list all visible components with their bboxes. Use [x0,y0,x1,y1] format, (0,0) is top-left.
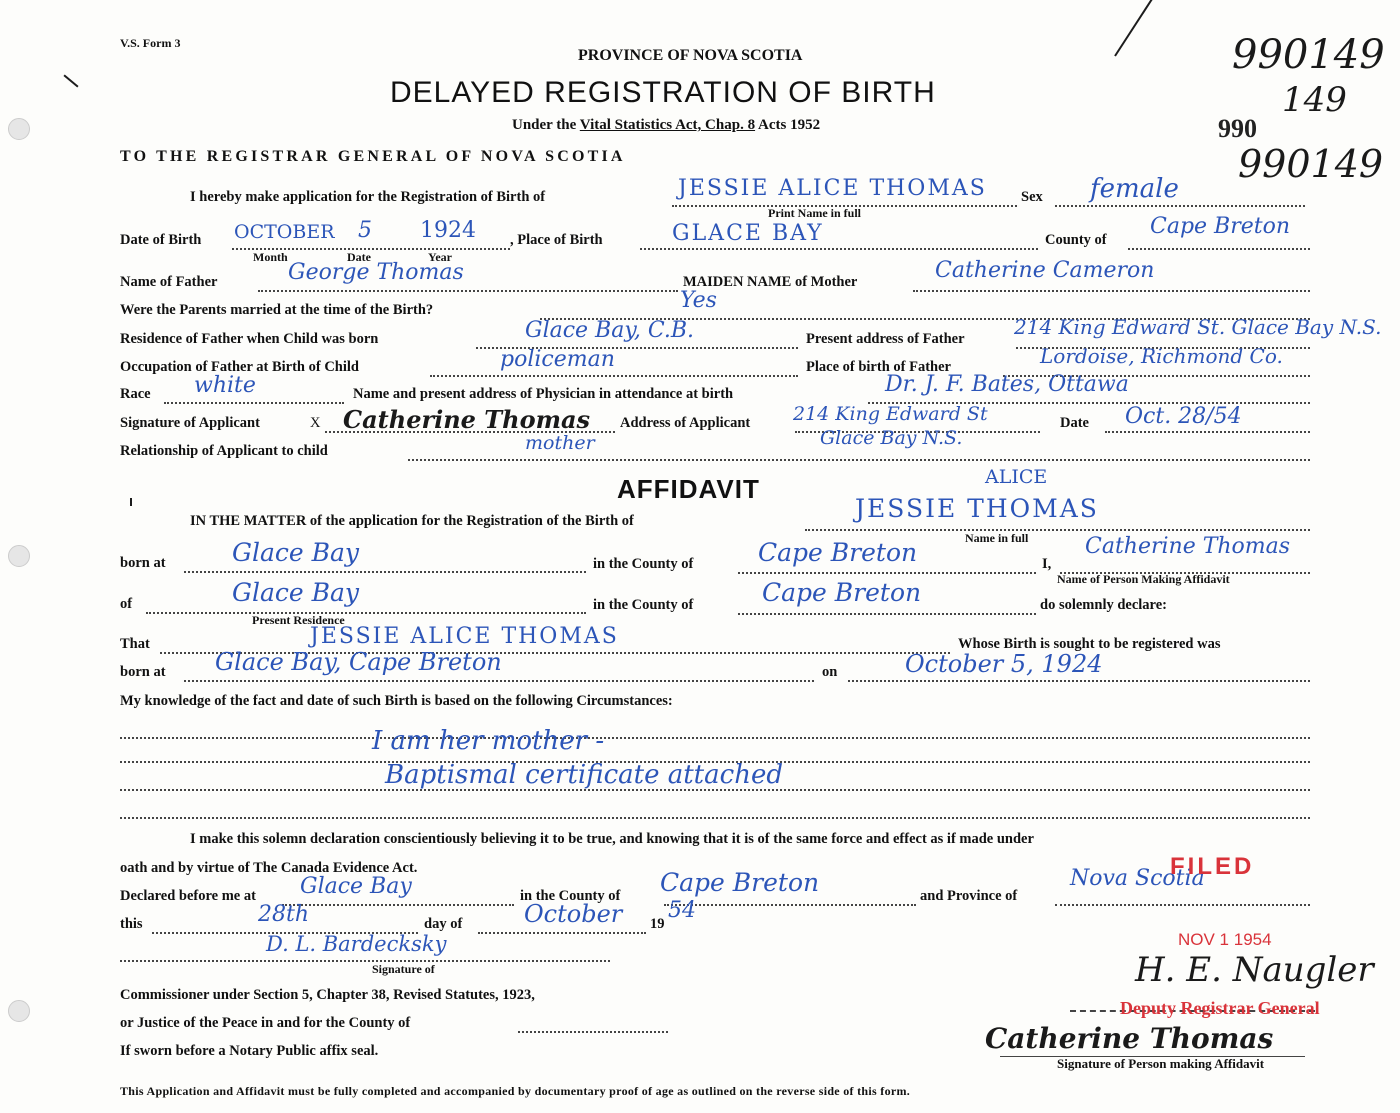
child-name-value: JESSIE ALICE THOMAS [678,176,987,201]
form-number: V.S. Form 3 [120,36,181,50]
race-value: white [194,373,256,398]
month-caption: Month [253,250,288,264]
dotted-line [848,680,1310,682]
occupation-label: Occupation of Father at Birth of Child [120,359,359,375]
pob-value: GLACE BAY [672,221,824,246]
dotted-line [640,248,1038,250]
dotted-line [146,612,586,614]
declare-label: do solemnly declare: [1040,597,1167,613]
born-at-2-value: Glace Bay, Cape Breton [215,648,502,676]
margin-mark [130,498,132,506]
punch-hole [8,118,30,140]
pob-label: , Place of Birth [510,232,603,248]
circumstance-line-2: Baptismal certificate attached [385,760,783,790]
registration-number: 990149 [1238,142,1384,186]
act-reference: Vital Statistics Act, Chap. 8 [579,117,756,133]
notary-line: If sworn before a Notary Public affix seal. [120,1043,379,1059]
relationship-value: mother [525,432,595,454]
dotted-line [164,402,344,404]
father-birthplace-label: Place of birth of Father [806,359,951,375]
born-at-2-label: born at [120,664,166,680]
application-date-value: Oct. 28/54 [1125,404,1242,429]
dotted-line [184,680,814,682]
born-at-value: Glace Bay [232,538,360,567]
of-value: Glace Bay [232,578,360,607]
born-at-label: born at [120,555,166,571]
occupation-value: policeman [500,347,615,372]
on-value: October 5, 1924 [905,650,1103,678]
dotted-line [258,290,678,292]
that-label: That [120,636,150,652]
justice-line: or Justice of the Peace in and for the County of [120,1015,411,1031]
dob-label: Date of Birth [120,232,202,248]
dotted-line [1105,431,1310,433]
to-registrar-line: TO THE REGISTRAR GENERAL OF NOVA SCOTIA [120,148,626,165]
father-present-address-value: 214 King Edward St. Glace Bay N.S. [1014,315,1382,339]
declared-month-value: October [524,900,623,928]
matter-name-value: JESSIE THOMAS [855,494,1099,523]
deputy-registrar-stamp: Deputy Registrar General [1120,998,1320,1018]
dotted-line [120,817,1310,819]
of-label: of [120,596,133,612]
dotted-line [738,572,1036,574]
declared-day-value: 28th [258,902,310,927]
affiant-name-value: Catherine Thomas [1085,534,1291,559]
dotted-line [408,459,1310,461]
declared-county-label: in the County of [520,888,621,904]
footer-note: This Application and Affidavit must be fully completed and accompanied by documentary proof of age as outlined on the reverse side of this form. [120,1084,911,1098]
dotted-line [805,529,1310,531]
relationship-label: Relationship of Applicant to child [120,443,328,459]
name-in-full-caption: Name in full [965,531,1029,545]
that-value: JESSIE ALICE THOMAS [310,624,619,649]
province-heading: PROVINCE OF NOVA SCOTIA [578,47,803,64]
form-subtitle: Under the Vital Statistics Act, Chap. 8 Acts 1952 [512,117,821,133]
circumstance-line-1: I am her mother - [372,726,605,756]
mother-maiden-label: MAIDEN NAME of Mother [683,274,858,290]
affiant-name-caption: Name of Person Making Affidavit [1057,572,1230,586]
registration-number: 149 [1282,80,1347,120]
applicant-signature: Catherine Thomas [343,405,591,434]
print-name-caption: Print Name in full [768,206,861,220]
dob-day-value: 5 [358,218,372,243]
registration-number: 990149 [1232,32,1385,78]
filed-stamp: FILED [1170,853,1255,880]
dotted-line [184,571,586,573]
application-date-label: Date [1060,415,1089,431]
dotted-line [1055,205,1305,207]
margin-mark [63,74,78,87]
mother-maiden-value: Catherine Cameron [935,258,1155,283]
matter-name-insert: ALICE [985,466,1048,488]
dob-year-value: 1924 [420,218,476,243]
applicant-address-line2: Glace Bay N.S. [820,427,963,449]
matter-label: IN THE MATTER of the application for the Registration of the Birth of [190,513,634,529]
this-label: this [120,916,143,932]
dotted-line [478,932,646,934]
dotted-line [913,290,1310,292]
declared-county-value: Cape Breton [660,868,820,897]
dotted-line [738,613,1036,615]
date-caption: Date [347,250,371,264]
sought-label: Whose Birth is sought to be registered was [958,636,1221,652]
born-county-label: in the County of [593,556,694,572]
declared-at-label: Declared before me at [120,888,256,904]
affiant-signature-caption: Signature of Person making Affidavit [1057,1056,1265,1071]
married-label: Were the Parents married at the time of the Birth? [120,302,434,318]
born-county-value: Cape Breton [758,538,918,567]
affidavit-heading: AFFIDAVIT [617,474,760,504]
applicant-signature-label: Signature of Applicant [120,415,260,431]
father-birthplace-value: Lordoise, Richmond Co. [1040,344,1283,368]
form-title: DELAYED REGISTRATION OF BIRTH [390,76,936,109]
father-name-value: George Thomas [288,260,464,285]
sex-value: female [1090,174,1179,204]
on-label: on [822,664,838,680]
present-residence-caption: Present Residence [252,613,345,627]
county-label: County of [1045,232,1107,248]
declaration-text-1: I make this solemn declaration conscientiously believing it to be true, and knowing that it is of the same force and effect as if made under [190,831,1034,847]
check-mark [1114,0,1167,57]
punch-hole [8,545,30,567]
commissioner-line: Commissioner under Section 5, Chapter 38, Revised Statutes, 1923, [120,987,535,1003]
of-county-label: in the County of [593,597,694,613]
application-intro: I hereby make application for the Registration of Birth of [190,189,546,205]
registrar-signature: H. E. Naugler [1135,950,1374,990]
physician-label: Name and present address of Physician in attendance at birth [353,386,734,402]
dotted-line [518,1031,668,1033]
year-prefix: 19 [650,916,665,932]
punch-hole [8,1000,30,1022]
father-name-label: Name of Father [120,274,218,290]
dob-month-value: OCTOBER [234,221,335,243]
dotted-line [664,904,916,906]
province-value: Nova Scotia [1070,866,1205,891]
father-residence-label: Residence of Father when Child was born [120,331,379,347]
applicant-address-label: Address of Applicant [620,415,751,431]
of-county-value: Cape Breton [762,578,922,607]
signature-x-mark: X [310,415,321,431]
commissioner-signature: D. L. Bardecksky [266,932,447,956]
knowledge-label: My knowledge of the fact and date of such Birth is based on the following Circumstances: [120,693,673,709]
dotted-line [120,737,1310,739]
affiant-signature: Catherine Thomas [985,1022,1274,1055]
dotted-line [1055,904,1310,906]
dotted-line [430,375,798,377]
applicant-address-line1: 214 King Edward St [793,403,988,425]
father-present-address-label: Present address of Father [806,331,965,347]
married-value: Yes [680,288,717,313]
signature-of-caption: Signature of [372,962,435,976]
dotted-line [282,904,514,906]
province-label: and Province of [920,888,1018,904]
filed-date-stamp: NOV 1 1954 [1178,930,1272,949]
father-residence-value: Glace Bay, C.B. [525,318,695,343]
year-caption: Year [428,250,452,264]
declaration-text-2: oath and by virtue of The Canada Evidence Act. [120,860,418,876]
dotted-line [120,960,610,962]
declared-at-value: Glace Bay [300,874,412,899]
physician-value: Dr. J. F. Bates, Ottawa [885,372,1129,397]
i-label: I, [1042,556,1052,572]
day-of-label: day of [424,916,463,932]
dotted-line [1128,248,1310,250]
sex-label: Sex [1021,189,1043,205]
registration-number-stamp: 990 [1218,114,1257,143]
race-label: Race [120,386,151,402]
declared-year-value: 54 [668,898,696,923]
county-value: Cape Breton [1150,214,1291,239]
